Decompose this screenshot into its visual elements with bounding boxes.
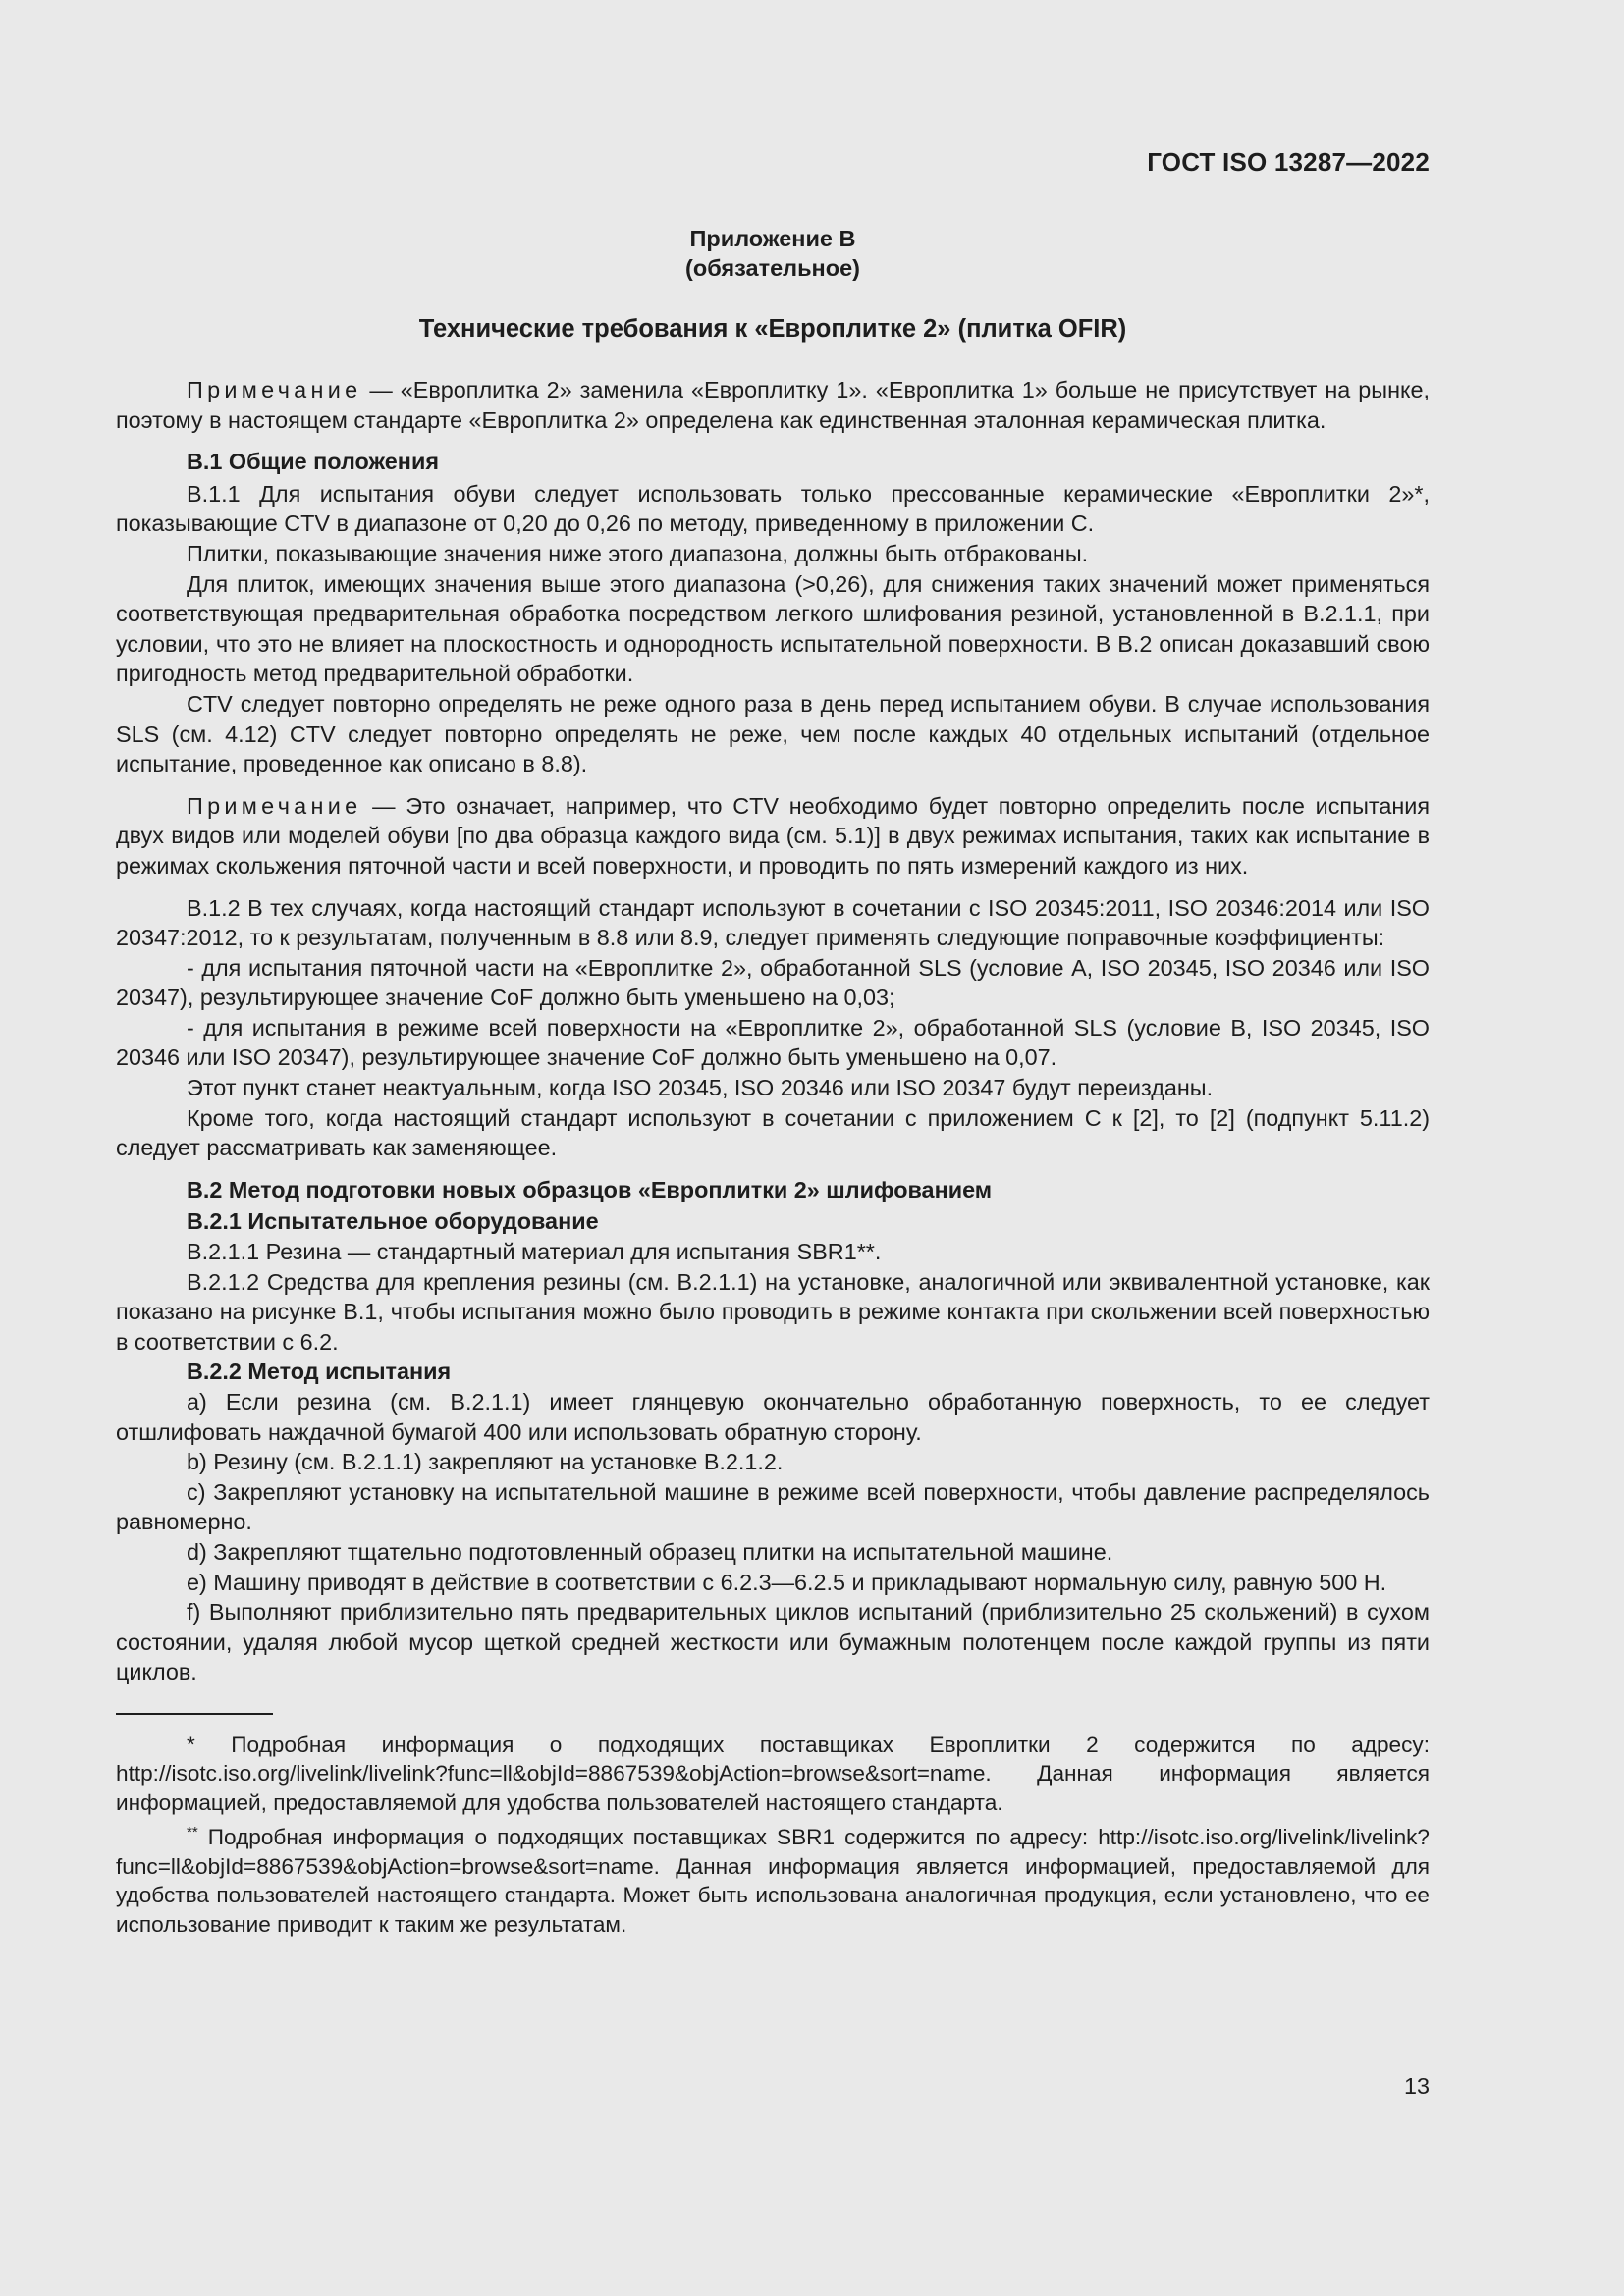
footnote-2-text: Подробная информация о подходящих поставщиках SBR1 содержится по адресу: http://isotc.iso.org/livelink/livelink?func=ll&objId=8867539&objAction=browse&sort=name. Данная информация является информацией, предоставляемой для удобства пользователей настоящего стандарта. Может быть использована аналогичная продукция, если установлено, что ее использование приводит к таким же результатам. — [116, 1825, 1430, 1937]
note-text: — Это означает, например, что CTV необходимо будет повторно определить после испытания двух видов или моделей обуви [по два образца каждого вида (см. 5.1)] в двух режимах испытания, таких как испытание в режимах скольжения пяточной части и всей поверхности, и проводить по пять измерений каждого из них. — [116, 792, 1430, 879]
standard-code-header: ГОСТ ISO 13287—2022 — [1147, 147, 1430, 177]
list-item-c: c) Закрепляют установку на испытательной машине в режиме всей поверхности, чтобы давление распределялось равномерно. — [116, 1478, 1430, 1535]
footnote-2-mark: ** — [187, 1824, 198, 1842]
page-content — [116, 224, 1430, 1939]
footnote-separator — [116, 1713, 273, 1715]
annex-status: (обязательное) — [685, 255, 860, 281]
paragraph-ctv-frequency: CTV следует повторно определять не реже одного раза в день перед испытанием обуви. В случае использования SLS (см. 4.12) CTV следует повторно определять не реже, чем после каждых 40 отдельных испытаний (отдельное испытание, проведенное как описано в 8.8). — [116, 690, 1430, 777]
annex-document-title: Технические требования к «Европлитке 2» (плитка OFIR) — [418, 315, 1127, 343]
paragraph-obsolete: Этот пункт станет неактуальным, когда ISO 20345, ISO 20346 или ISO 20347 будут переизданы. — [187, 1075, 1214, 1101]
paragraph-replacing: Кроме того, когда настоящий стандарт используют в сочетании с приложением С к [2], то [2] (подпункт 5.11.2) следует рассматривать как заменяющее. — [116, 1104, 1430, 1161]
list-item-b: b) Резину (см. В.2.1.1) закрепляют на установке В.2.1.2. — [187, 1449, 784, 1475]
note-label: Примечание — [187, 377, 362, 402]
paragraph-reject: Плитки, показывающие значения ниже этого диапазона, должны быть отбракованы. — [187, 540, 1089, 566]
paragraph-b12: В.1.2 В тех случаях, когда настоящий стандарт используют в сочетании с ISO 20345:2011, ISO 20346:2014 или ISO 20347:2012, то к результатам, полученным в 8.8 или 8.9, следует применять следующие поправочные коэффициенты: — [116, 894, 1430, 951]
note-text: — «Европлитка 2» заменила «Европлитку 1». «Европлитка 1» больше не присутствует на рынке, поэтому в настоящем стандарте «Европлитка 2» определена как единственная эталонная керамическая плитка. — [116, 377, 1430, 433]
intro-note — [116, 375, 1430, 435]
paragraph-heel-correction: - для испытания пяточной части на «Европлитке 2», обработанной SLS (условие A, ISO 20345, ISO 20346 или ISO 20347), результирующее значение CoF должно быть уменьшено на 0,03; — [116, 954, 1430, 1011]
list-item-f: f) Выполняют приблизительно пять предварительных циклов испытаний (приблизительно 25 скольжений) в сухом состоянии, удаляя любой мусор щеткой средней жесткости или бумажным полотенцем после каждой группы из пяти циклов. — [116, 1599, 1430, 1685]
section-b1-heading: В.1 Общие положения — [187, 449, 439, 475]
footnote-1-text: Подробная информация о подходящих поставщиках Европлитки 2 содержится по адресу: http://isotc.iso.org/livelink/livelink?func=ll&objId=8867539&objAction=browse&sort=name. Данная информация является информацией, предоставляемой для удобства пользователей настоящего стандарта. — [116, 1732, 1430, 1815]
list-item-a: a) Если резина (см. В.2.1.1) имеет глянцевую окончательно обработанную поверхность, то ее следует отшлифовать наждачной бумагой 400 или использовать обратную сторону. — [116, 1389, 1430, 1445]
footnote-1 — [116, 1731, 1430, 1818]
paragraph-b211: В.2.1.1 Резина — стандартный материал для испытания SBR1**. — [187, 1239, 882, 1265]
list-item-d: d) Закрепляют тщательно подготовленный образец плитки на испытательной машине. — [187, 1538, 1113, 1565]
section-b22-heading: В.2.2 Метод испытания — [187, 1359, 452, 1385]
annex-title: Приложение В — [689, 226, 856, 251]
footnote-2 — [116, 1823, 1430, 1939]
paragraph-pretreatment: Для плиток, имеющих значения выше этого диапазона (>0,26), для снижения таких значений может применяться соответствующая предварительная обработка посредством легкого шлифования резиной, установленной в В.2.1.1, при условии, что это не влияет на плоскостность и однородность испытательной поверхности. В В.2 описан доказавший свою пригодность метод предварительной обработки. — [116, 570, 1430, 687]
paragraph-flat-correction: - для испытания в режиме всей поверхности на «Европлитке 2», обработанной SLS (условие B, ISO 20345, ISO 20346 или ISO 20347), результирующее значение CoF должно быть уменьшено на 0,07. — [116, 1014, 1430, 1071]
section-b2-heading: В.2 Метод подготовки новых образцов «Европлитки 2» шлифованием — [187, 1176, 993, 1202]
page-number: 13 — [1403, 2073, 1430, 2099]
footnote-1-mark: * — [187, 1732, 195, 1757]
list-item-e: e) Машину приводят в действие в соответствии с 6.2.3—6.2.5 и прикладывают нормальную силу, равную 500 Н. — [187, 1569, 1387, 1595]
paragraph-b212: В.2.1.2 Средства для крепления резины (см. В.2.1.1) на установке, аналогичной или эквивалентной установке, как показано на рисунке В.1, чтобы испытания можно было проводить в режиме контакта при скольжении всей поверхностью в соответствии с 6.2. — [116, 1268, 1430, 1355]
note-label: Примечание — [187, 792, 362, 819]
section-b21-heading: В.2.1 Испытательное оборудование — [187, 1208, 599, 1235]
ctv-note — [116, 791, 1430, 881]
paragraph-b11: В.1.1 Для испытания обуви следует использовать только прессованные керамические «Европлитки 2»*, показывающие CTV в диапазоне от 0,20 до 0,26 по методу, приведенному в приложении С. — [116, 480, 1430, 537]
